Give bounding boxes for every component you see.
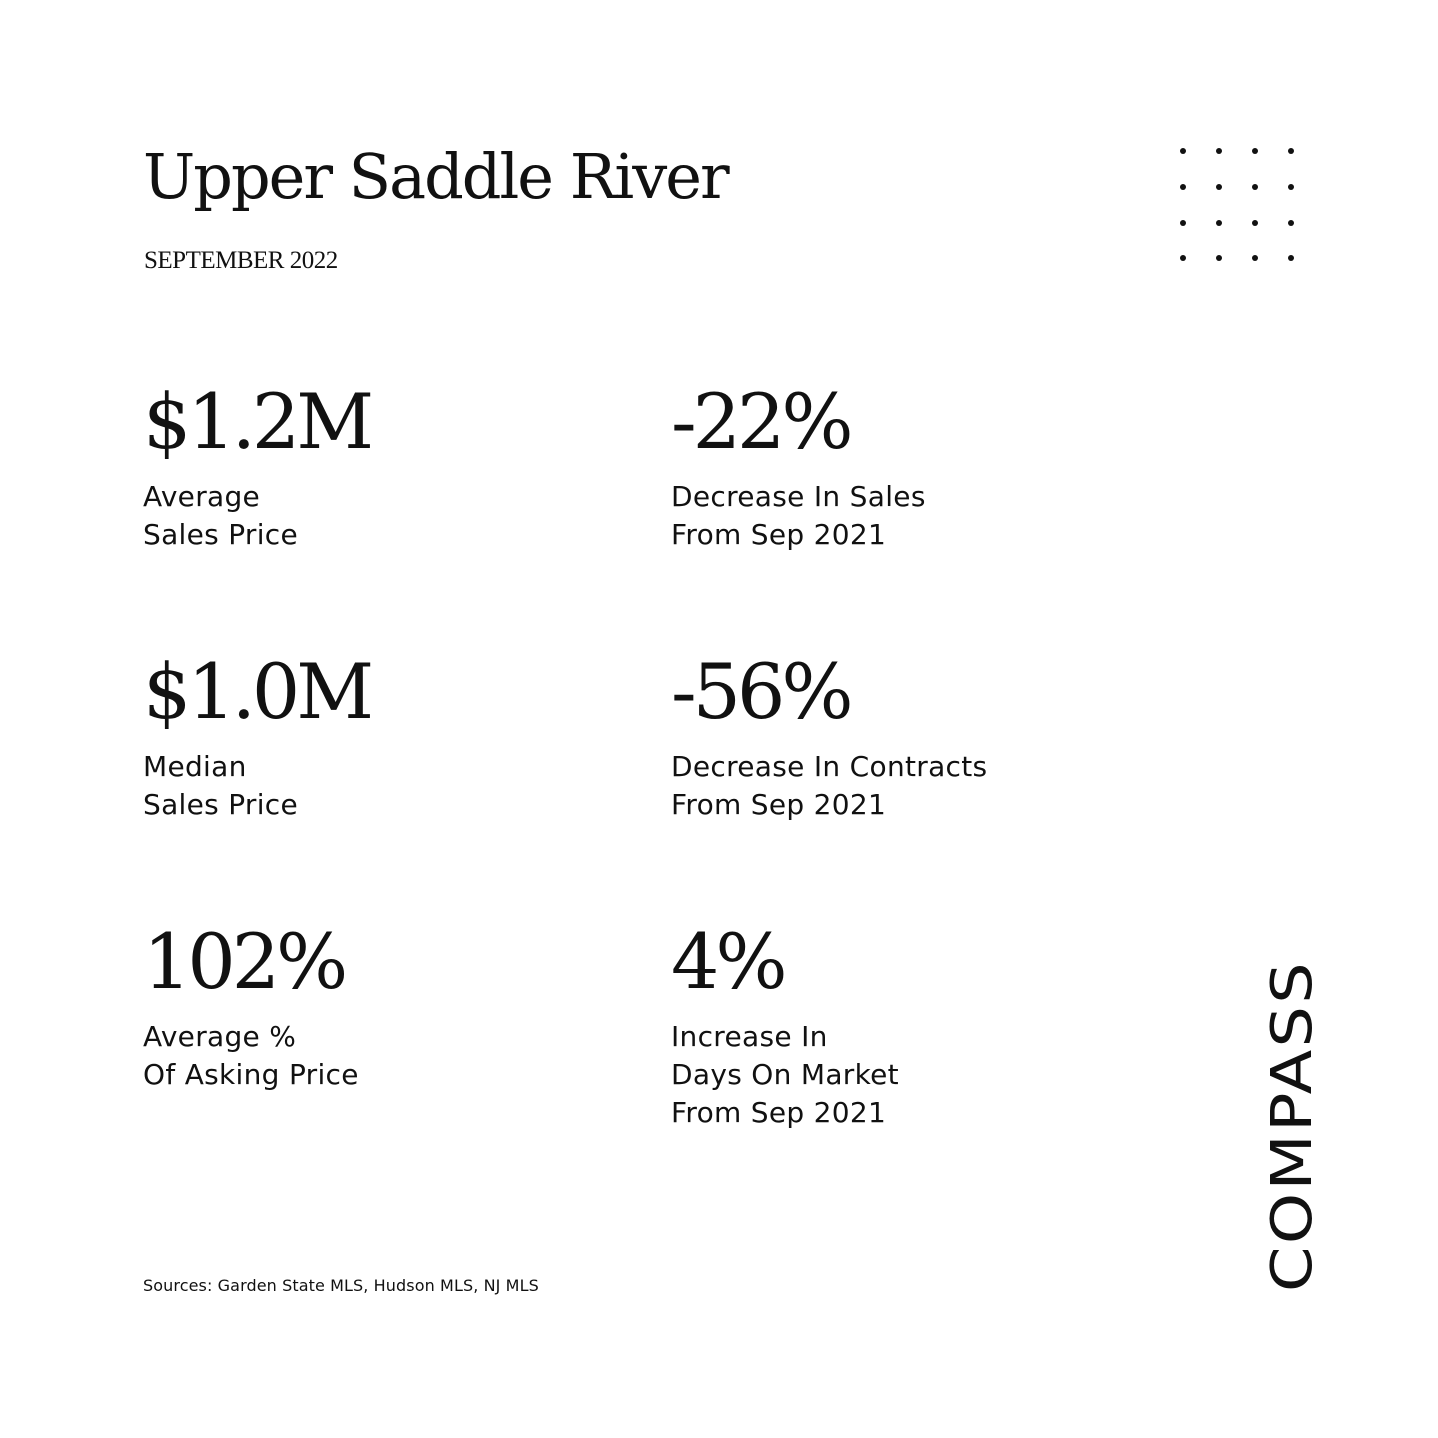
stat-label xyxy=(671,478,926,554)
compass-logo xyxy=(1226,950,1336,1300)
stat-value: -22% xyxy=(671,377,850,466)
stat-label-line: Average % xyxy=(143,1020,297,1053)
stat-label-line: From Sep 2021 xyxy=(671,1096,887,1129)
stat-label-line: Average xyxy=(143,480,261,513)
stat-label-line: Increase In xyxy=(671,1020,828,1053)
stat-label-line: Days On Market xyxy=(671,1058,899,1091)
stat-value: $1.2M xyxy=(143,377,371,466)
stat-label xyxy=(143,748,370,824)
stat-label-line: From Sep 2021 xyxy=(671,788,887,821)
stat-label xyxy=(143,478,370,554)
stat-value: 102% xyxy=(143,917,345,1006)
stat-average-sales-price xyxy=(143,377,371,554)
page-title: Upper Saddle River xyxy=(143,140,728,213)
sources-note: Sources: Garden State MLS, Hudson MLS, NJ MLS xyxy=(143,1276,539,1295)
stat-label xyxy=(671,1018,899,1132)
report-date: SEPTEMBER 2022 xyxy=(144,247,338,274)
stat-label xyxy=(671,748,987,824)
stat-label-line: Decrease In Contracts xyxy=(671,750,988,783)
stat-label-line: Of Asking Price xyxy=(143,1058,359,1091)
stat-label-line: From Sep 2021 xyxy=(671,518,887,551)
stat-sales-change xyxy=(671,377,926,554)
stat-contracts-change xyxy=(671,647,988,824)
stat-label-line: Decrease In Sales xyxy=(671,480,926,513)
stat-value: $1.0M xyxy=(143,647,371,736)
stat-label xyxy=(143,1018,359,1094)
stat-label-line: Sales Price xyxy=(143,518,299,551)
stat-value: -56% xyxy=(671,647,850,736)
stat-median-sales-price xyxy=(143,647,371,824)
stat-label-line: Median xyxy=(143,750,247,783)
dot-grid-icon xyxy=(1172,142,1300,270)
stat-value: 4% xyxy=(671,917,784,1006)
stat-label-line: Sales Price xyxy=(143,788,299,821)
compass-logo-text: COMPASS xyxy=(1260,1006,1325,1292)
stat-percent-of-asking xyxy=(143,917,359,1094)
stat-days-on-market-change xyxy=(671,917,899,1132)
